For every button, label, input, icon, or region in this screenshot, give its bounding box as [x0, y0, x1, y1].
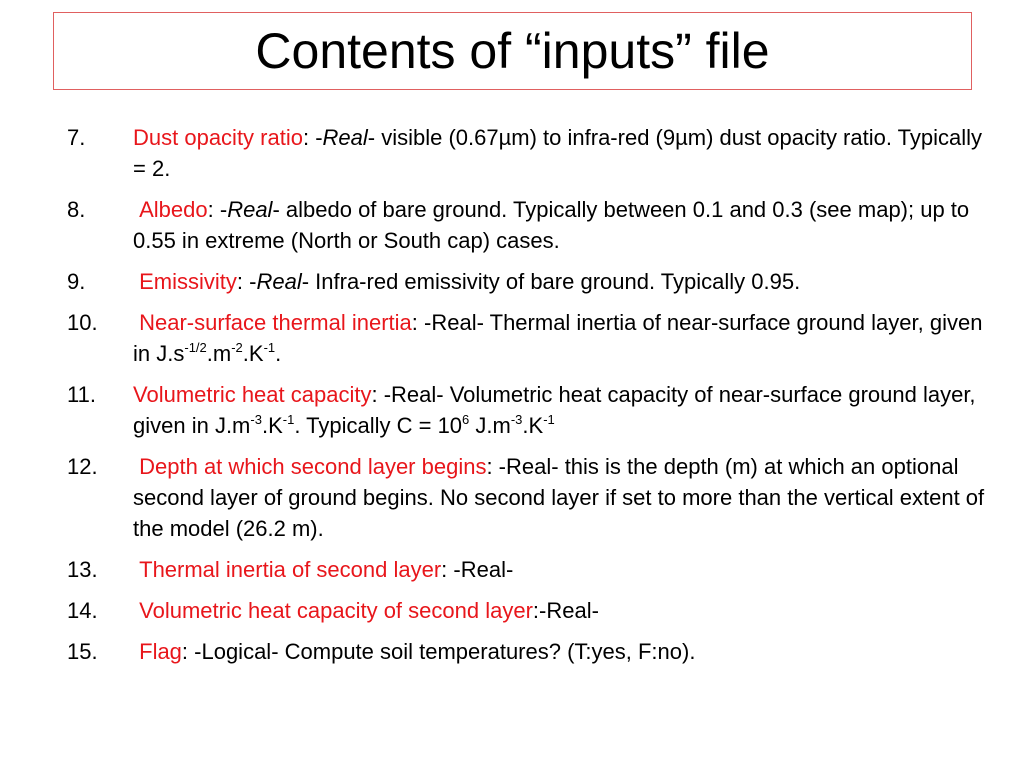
item-term: Volumetric heat capacity of second layer: [139, 598, 533, 623]
item-sep: : -: [302, 125, 323, 150]
item-desc: - visible (0.67µm) to infra-red (9µm) dust opacity ratio. Typically = 2.: [133, 125, 983, 181]
item-desc: .K: [261, 413, 283, 438]
superscript: -1: [282, 411, 295, 427]
item-number: 13.: [67, 557, 98, 582]
item-type: Real: [227, 197, 273, 222]
item-term: Depth at which second layer begins: [139, 454, 487, 479]
item-number: 12.: [67, 454, 98, 479]
item-desc: :-Real-: [532, 598, 599, 623]
item-desc: : -Logical- Compute soil temperatures? (T:yes, F:no).: [181, 639, 696, 664]
superscript: -1/2: [184, 339, 207, 355]
item-desc: : -Real- this is the depth (m) at which an optional second layer of ground begins. No second layer if set to more than the vertical extent of the model (26.2 m).: [133, 454, 985, 541]
list-item: [67, 194, 987, 256]
superscript: -3: [250, 411, 262, 427]
inputs-list: [67, 122, 987, 677]
item-term: Emissivity: [139, 269, 237, 294]
item-number: 11.: [67, 382, 96, 407]
item-desc: .m: [206, 341, 232, 366]
superscript: -1: [263, 339, 276, 355]
item-term: Thermal inertia of second layer: [139, 557, 442, 582]
superscript: -3: [510, 411, 523, 427]
item-desc: : -Real- Volumetric heat capacity of near-surface ground layer, given in J.m: [133, 382, 976, 438]
item-number: 8.: [67, 197, 86, 222]
item-desc: : -Real-: [441, 557, 514, 582]
list-item: [67, 307, 987, 369]
list-item: [67, 636, 987, 667]
item-desc: J.m: [469, 413, 511, 438]
item-desc: - albedo of bare ground. Typically between 0.1 and 0.3 (see map); up to 0.55 in extreme (North or South cap) cases.: [133, 197, 970, 253]
item-sep: : -: [236, 269, 257, 294]
superscript: -1: [543, 411, 555, 427]
item-term: Volumetric heat capacity: [133, 382, 372, 407]
item-number: 9.: [67, 269, 86, 294]
item-desc: : -Real- Thermal inertia of near-surface ground layer, given in J.s: [133, 310, 983, 366]
item-term: Albedo: [139, 197, 208, 222]
item-type: Real: [322, 125, 368, 150]
item-term: Dust opacity ratio: [133, 125, 303, 150]
item-term: Flag: [139, 639, 182, 664]
item-sep: : -: [207, 197, 228, 222]
item-number: 14.: [67, 598, 98, 623]
list-item: [67, 379, 987, 441]
title-box: [53, 12, 972, 90]
list-item: [67, 266, 987, 297]
item-desc: .K: [522, 413, 544, 438]
superscript: -2: [231, 339, 243, 355]
item-type: Real: [256, 269, 302, 294]
list-item: [67, 554, 987, 585]
item-number: 7.: [67, 125, 86, 150]
slide-title: Contents of “inputs” file: [255, 23, 770, 79]
superscript: 6: [462, 411, 470, 427]
list-item: [67, 122, 987, 184]
item-desc: .K: [242, 341, 264, 366]
item-term: Near-surface thermal inertia: [139, 310, 412, 335]
list-item: [67, 595, 987, 626]
item-number: 10.: [67, 310, 98, 335]
item-desc: .: [275, 341, 282, 366]
item-desc: - Infra-red emissivity of bare ground. Typically 0.95.: [301, 269, 801, 294]
item-number: 15.: [67, 639, 98, 664]
item-desc: . Typically C = 10: [294, 413, 463, 438]
list-item: [67, 451, 987, 544]
